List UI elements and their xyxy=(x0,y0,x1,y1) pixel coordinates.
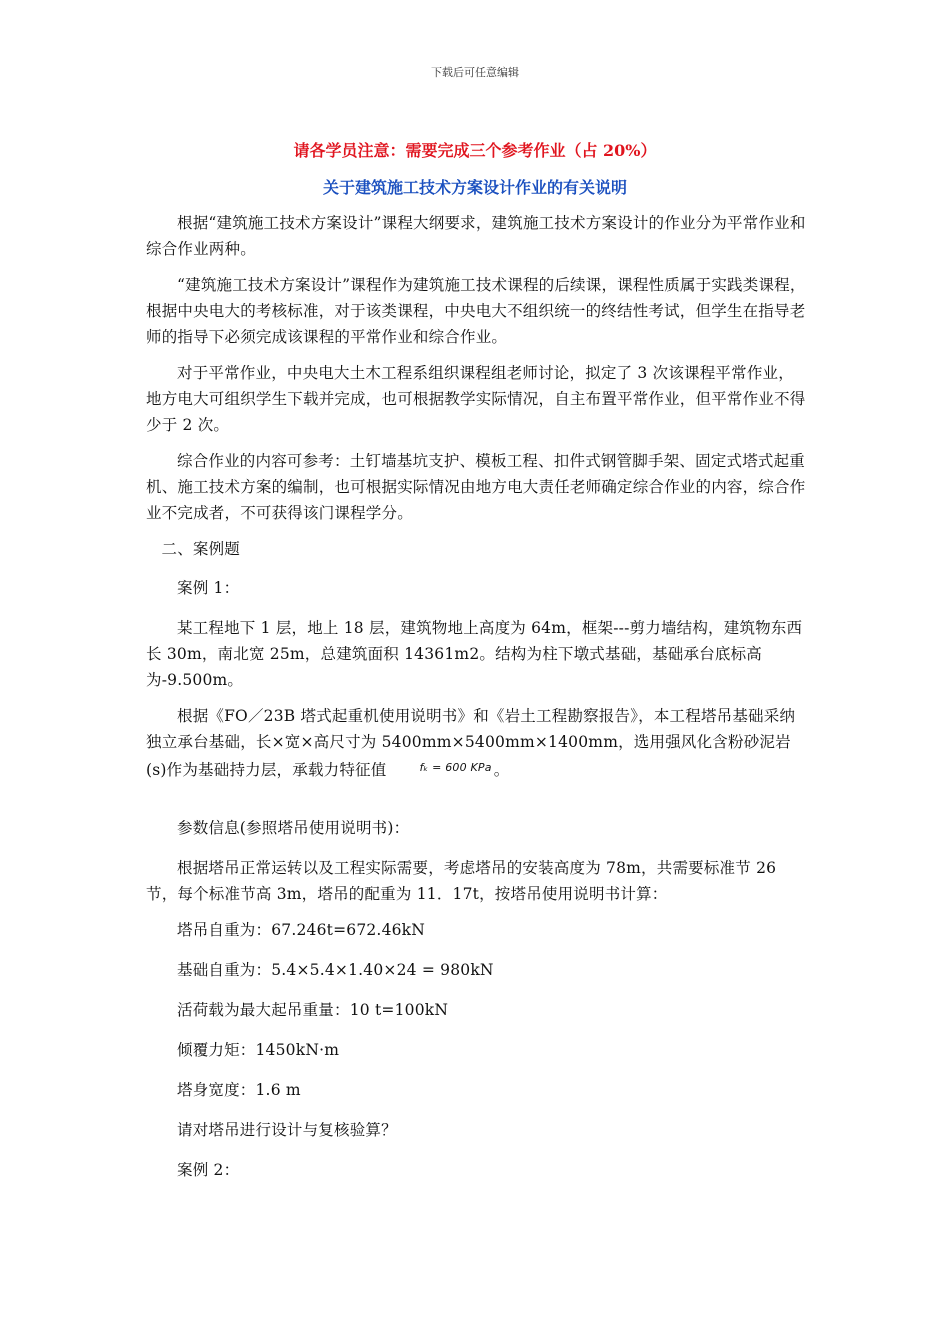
param-tower-width: 塔身宽度：1.6 m xyxy=(177,1081,301,1099)
params-description: 根据塔吊正常运转以及工程实际需要，考虑塔吊的安装高度为 78m，共需要标准节 26 节，每个标准节高 3m，塔吊的配重为 11．17t，按塔吊使用说明书计算： xyxy=(146,859,777,903)
document-body xyxy=(146,210,806,1197)
intro-paragraph-4: 综合作业的内容可参考：土钉墙基坑支护、模板工程、扣件式钢管脚手架、固定式塔式起重机、施工技术方案的编制，也可根据实际情况由地方电大责任老师确定综合作业的内容，综合作业不完成者，不可获得该门课程学分。 xyxy=(146,452,806,522)
bearing-capacity-formula: fₖ = 600 KPa xyxy=(419,761,492,774)
case1-paragraph-1: 某工程地下 1 层，地上 18 层，建筑物地上高度为 64m，框架---剪力墙结构，建筑物东西长 30m，南北宽 25m，总建筑面积 14361m2。结构为柱下墩式基础，基础承台底标高为-9.500m。 xyxy=(146,619,803,689)
params-title: 参数信息(参照塔吊使用说明书)： xyxy=(177,819,410,837)
param-overturning-moment: 倾覆力矩：1450kN·m xyxy=(177,1041,340,1059)
notice-heading: 请各学员注意：需要完成三个参考作业（占 20%） xyxy=(293,141,657,160)
header-note: 下载后可任意编辑 xyxy=(431,66,519,79)
case1-label: 案例 1： xyxy=(177,579,240,597)
intro-paragraph-2: “建筑施工技术方案设计”课程作为建筑施工技术课程的后续课，课程性质属于实践类课程，根据中央电大的考核标准，对于该类课程，中央电大不组织统一的终结性考试，但学生在指导老师的指导下必须完成该课程的平常作业和综合作业。 xyxy=(146,276,806,346)
intro-paragraph-1: 根据“建筑施工技术方案设计”课程大纲要求，建筑施工技术方案设计的作业分为平常作业和综合作业两种。 xyxy=(146,214,806,258)
case1-question: 请对塔吊进行设计与复核验算？ xyxy=(177,1121,397,1139)
case2-label: 案例 2： xyxy=(177,1161,240,1179)
section-heading-cases: 二、案例题 xyxy=(161,540,241,558)
intro-paragraph-3: 对于平常作业，中央电大土木工程系组织课程组老师讨论，拟定了 3 次该课程平常作业，地方电大可组织学生下载并完成，也可根据教学实际情况，自主布置平常作业，但平常作业不得少于 2 次。 xyxy=(146,364,806,434)
param-crane-weight: 塔吊自重为：67.246t=672.46kN xyxy=(177,921,426,939)
case1-paragraph-2-end: 。 xyxy=(493,761,510,779)
case1-paragraph-2 xyxy=(146,703,806,783)
param-foundation-weight: 基础自重为：5.4×5.4×1.40×24 = 980kN xyxy=(177,961,494,979)
spacer xyxy=(146,793,806,815)
param-live-load: 活荷载为最大起吊重量：10 t=100kN xyxy=(177,1001,449,1019)
case1-paragraph-2-text: 根据《FO／23B 塔式起重机使用说明书》和《岩土工程勘察报告》，本工程塔吊基础采纳独立承台基础，长×宽×高尺寸为 5400mm×5400mm×1400mm，选用强风化含粉砂泥岩(s)作为基础持力层，承载力特征值 xyxy=(146,707,796,779)
document-title: 关于建筑施工技术方案设计作业的有关说明 xyxy=(322,178,627,197)
